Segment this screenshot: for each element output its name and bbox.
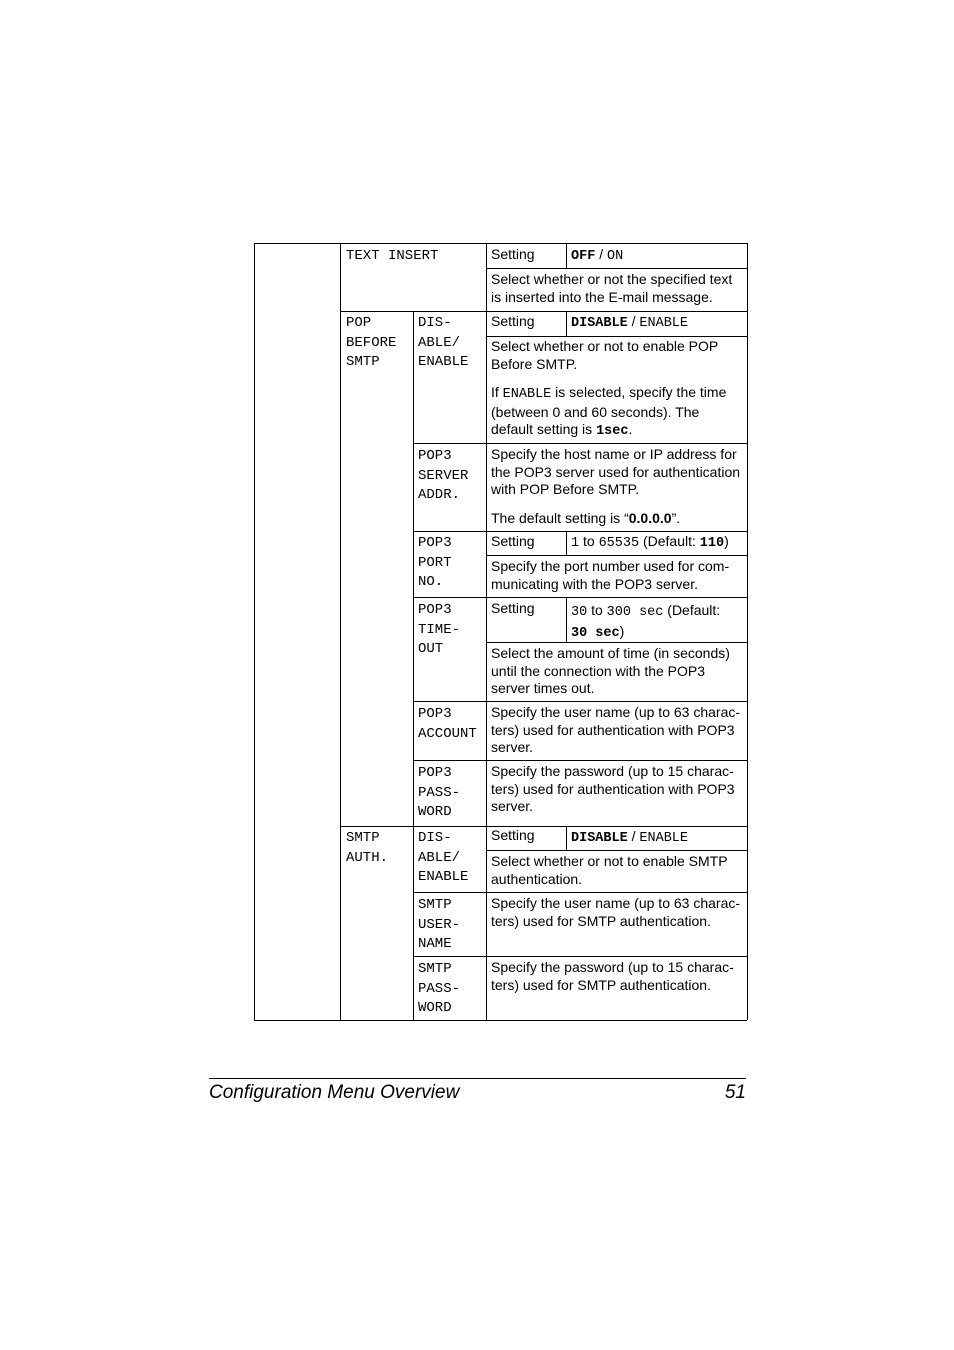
description: Specify the user name (up to 63 charac-ters) used for authentication with POP3 server.: [491, 704, 741, 755]
description-paragraph: Select whether or not to enable POP Before SMTP.: [491, 338, 718, 372]
label-line: SERVER: [418, 467, 469, 484]
label-line: PORT: [418, 554, 452, 571]
description: Select the amount of time (in seconds) until the connection with the POP3 server times out.: [491, 645, 730, 696]
label-line: BEFORE: [346, 334, 397, 351]
submenu-pop3-timeout: [418, 601, 460, 660]
label-line: ACCOUNT: [418, 725, 477, 742]
description: Specify the password (up to 15 charac-ters) used for authentication with POP3 server.: [491, 763, 735, 814]
text: If: [491, 384, 503, 400]
text: is selected, specify the time (between 0 and 60 seconds). The default setting is: [491, 384, 727, 437]
text: ”.: [671, 509, 681, 526]
menu-item-smtp-auth: [346, 829, 388, 868]
footer-title: Configuration Menu Overview: [209, 1082, 460, 1103]
label-line: NO.: [418, 574, 444, 590]
submenu-smtp-password: [418, 960, 460, 1019]
label-line: POP: [346, 315, 372, 331]
option-other: ENABLE: [639, 316, 688, 331]
setting-label: Setting: [491, 533, 535, 549]
default-value: 1sec: [596, 424, 629, 439]
code-text: ENABLE: [502, 387, 552, 402]
description: Specify the port number used for com-municating with the POP3 server.: [491, 558, 730, 592]
label-line: SMTP: [346, 354, 380, 370]
submenu-smtp-user-name: [418, 896, 460, 955]
setting-options: [571, 828, 688, 848]
submenu-pop-enable: [418, 314, 468, 373]
range-to: 300 sec: [606, 605, 664, 620]
label-line: NAME: [418, 936, 452, 952]
description: Specify the user name (up to 63 charac-ters) used for SMTP authentication.: [491, 895, 741, 929]
label-line: POP3: [418, 765, 452, 781]
description-paragraph: [491, 510, 745, 528]
description-paragraph: [491, 384, 745, 441]
range-from: 30: [571, 605, 588, 620]
label-line: WORD: [418, 1000, 452, 1016]
label-line: SMTP: [418, 961, 452, 977]
label-line: ENABLE: [418, 869, 469, 885]
label-line: POP3: [418, 602, 452, 618]
description-paragraph: Specify the host name or IP address for the POP3 server used for authentication with POP Before SMTP.: [491, 446, 741, 497]
footer-rule: [209, 1078, 746, 1079]
description: Select whether or not the specified text is inserted into the E-mail message.: [491, 271, 733, 305]
option-default: OFF: [571, 249, 596, 264]
option-separator: /: [627, 828, 640, 844]
label-line: POP3: [418, 535, 452, 551]
setting-label: Setting: [491, 246, 535, 262]
submenu-pop3-password: [418, 764, 460, 823]
label-line: SMTP: [346, 830, 380, 846]
label-line: OUT: [418, 641, 444, 657]
text: .: [628, 421, 633, 437]
range-to: 65535: [598, 536, 640, 551]
setting-label: Setting: [491, 313, 535, 329]
description: [491, 338, 745, 441]
option-separator: /: [627, 313, 640, 329]
text: (Default:: [663, 602, 725, 618]
text: The default setting is “: [491, 509, 629, 526]
label-line: PASS-: [418, 980, 461, 997]
submenu-pop3-port-no: [418, 534, 452, 593]
option-default: DISABLE: [571, 316, 628, 331]
option-other: ON: [606, 249, 624, 264]
label-line: POP3: [418, 448, 452, 464]
menu-item-text-insert: TEXT INSERT: [346, 248, 439, 264]
label-line: AUTH.: [346, 849, 389, 866]
default-value: 30 sec: [571, 626, 620, 641]
submenu-pop3-server-addr: [418, 447, 468, 506]
label-line: WORD: [418, 804, 452, 820]
text: ): [724, 533, 729, 549]
text: to: [587, 602, 607, 618]
label-line: POP3: [418, 706, 452, 722]
label-line: ADDR.: [418, 487, 461, 503]
label-line: PASS-: [418, 784, 461, 801]
label-line: ENABLE: [418, 354, 469, 370]
default-value: 110: [699, 536, 725, 551]
description: [491, 446, 745, 527]
description: Specify the password (up to 15 charac-ters) used for SMTP authentication.: [491, 959, 734, 993]
option-other: ENABLE: [639, 831, 688, 846]
text: to: [579, 533, 599, 549]
description: Select whether or not to enable SMTP authentication.: [491, 853, 728, 887]
submenu-smtp-enable: [418, 829, 468, 888]
label-line: ABLE/: [418, 334, 461, 351]
label-line: DIS-: [418, 315, 452, 331]
option-default: DISABLE: [571, 831, 628, 846]
page-number: 51: [724, 1082, 746, 1103]
label-line: USER-: [418, 916, 461, 933]
submenu-pop3-account: [418, 705, 477, 744]
setting-range: [571, 533, 729, 553]
menu-item-pop-before-smtp: [346, 314, 396, 373]
label-line: SMTP: [418, 897, 452, 913]
text: ): [619, 623, 625, 639]
setting-range: [571, 601, 747, 643]
label-line: DIS-: [418, 830, 452, 846]
label-line: TIME-: [418, 621, 461, 638]
setting-options: [571, 313, 688, 333]
setting-options: [571, 246, 623, 266]
setting-label: Setting: [491, 600, 535, 616]
setting-label: Setting: [491, 827, 535, 843]
default-value: 0.0.0.0: [628, 509, 672, 526]
option-separator: /: [595, 246, 607, 262]
text: (Default:: [639, 533, 700, 549]
range-from: 1: [571, 536, 580, 551]
label-line: ABLE/: [418, 849, 461, 866]
